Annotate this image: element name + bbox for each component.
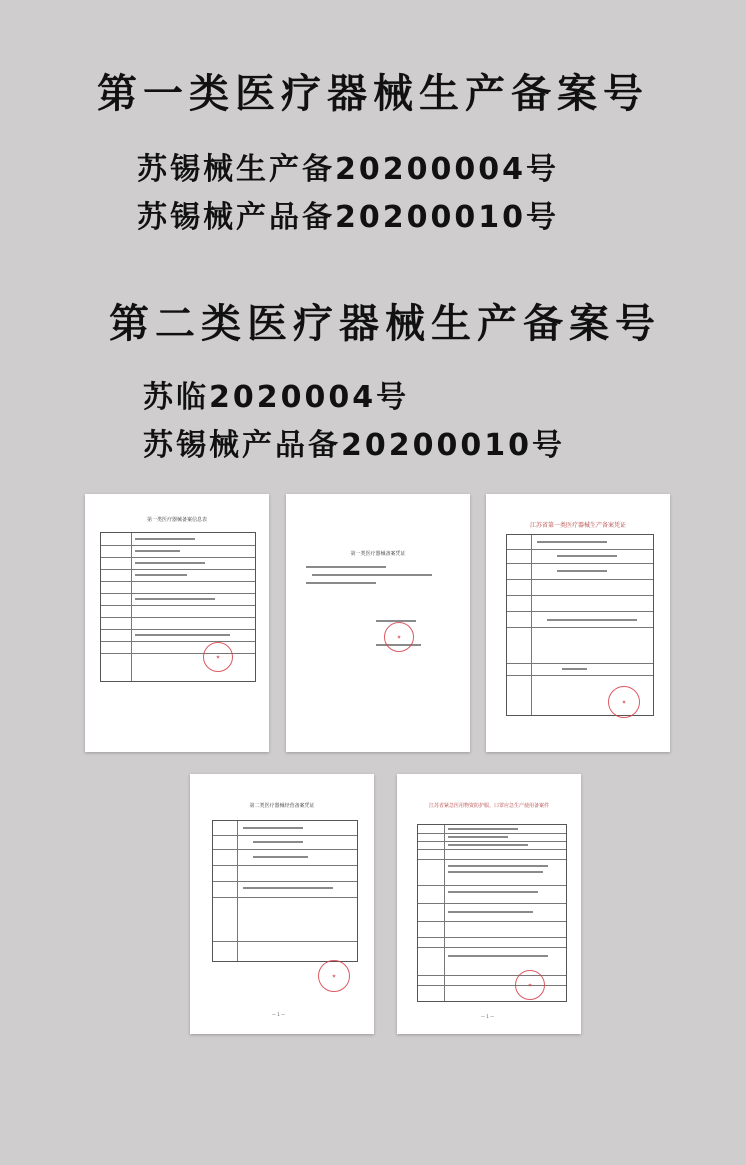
page-number: — 1 —: [481, 1014, 495, 1019]
doc-table: [212, 820, 358, 962]
doc-title: 第二类医疗器械经营备案凭证: [249, 803, 315, 809]
class2-clinical-number: 苏临2020004号: [143, 380, 410, 415]
certificate-image-4: [190, 774, 374, 1034]
certificate-image-5: [397, 774, 581, 1034]
class1-heading: 第一类医疗器械生产备案号: [97, 71, 649, 117]
page-number: — 1 —: [272, 1012, 286, 1017]
class1-production-number: 苏锡械生产备20200004号: [137, 152, 559, 187]
official-seal-icon: [608, 686, 640, 718]
doc-table: [417, 824, 567, 1002]
certificate-image-3: [486, 494, 670, 752]
official-seal-icon: [515, 970, 545, 1000]
certificate-image-2: [286, 494, 470, 752]
doc-title: 第一类医疗器械备案凭证: [350, 551, 406, 557]
doc-title: 第一类医疗器械备案信息表: [146, 517, 207, 523]
class1-product-number: 苏锡械产品备20200010号: [137, 200, 559, 235]
doc-title: 江苏省紧急医用物资防护服、口罩应急生产使用备案件: [428, 803, 549, 809]
class2-heading: 第二类医疗器械生产备案号: [109, 301, 661, 347]
official-seal-icon: [384, 622, 414, 652]
doc-title: 江苏省第一类医疗器械生产备案凭证: [529, 522, 626, 529]
official-seal-icon: [318, 960, 350, 992]
certificate-image-1: [85, 494, 269, 752]
official-seal-icon: [203, 642, 233, 672]
class2-product-number: 苏锡械产品备20200010号: [143, 428, 565, 463]
